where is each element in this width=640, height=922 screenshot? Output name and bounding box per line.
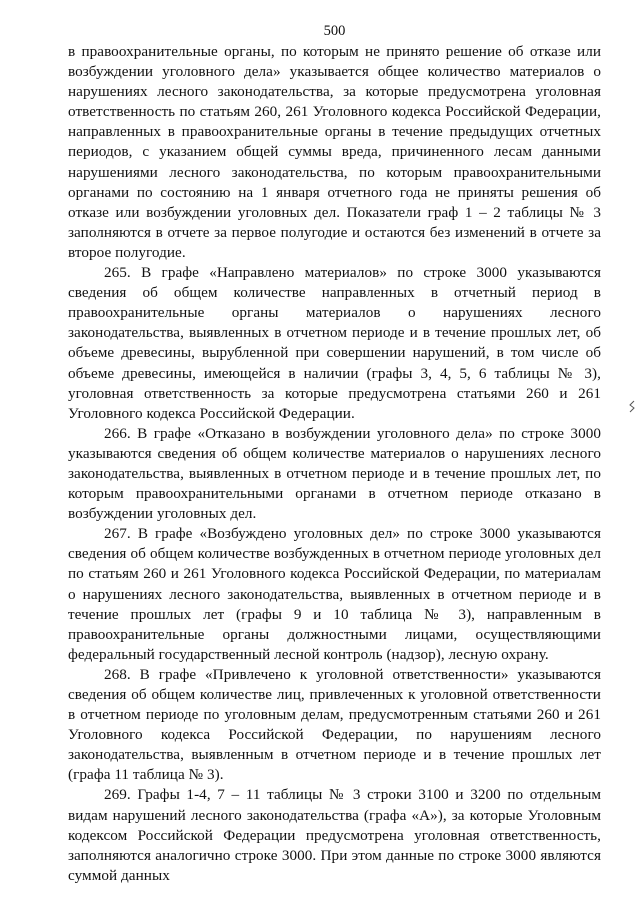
document-page — [68, 22, 601, 886]
margin-scan-mark — [628, 400, 636, 414]
page-number: 500 — [323, 23, 346, 39]
paragraph-267: 267. В графе «Возбуждено уголовных дел» по строке 3000 указываются сведения об общем количестве возбужденных в отчетном периоде уголовных дел по статьям 260 и 261 Уголовного кодекса Российской Федерации, по материалам о нарушениях лесного законодательства, выявленных в отчетном периоде и в течение прошлых лет (графы 9 и 10 таблица № 3), направленным в правоохранительные органы должностными лицами, осуществляющими федеральный государственный лесной контроль (надзор), лесную охрану. — [68, 525, 601, 663]
paragraph-268: 268. В графе «Привлечено к уголовной ответственности» указываются сведения об общем количестве лиц, привлеченных к уголовной ответственности в отчетном периоде по уголовным делам, предусмотренным статьями 260 и 261 Уголовного кодекса Российской Федерации, по нарушениям лесного законодательства, выявленным в отчетном периоде и в течение прошлых лет (графа 11 таблица № 3). — [68, 665, 601, 784]
paragraph-continuation: в правоохранительные органы, по которым не принято решение об отказе или возбуждении уголовного дела» указывается общее количество материалов о нарушениях лесного законодательства, за которые предусмотрена уголовная ответственность по статьям 260, 261 Уголовного кодекса Российской Федерации, направленных в правоохранительные органы в течение предыдущих отчетных периодов, с указанием общей суммы вреда, причиненного лесам данными нарушениями лесного законодательства, по которым правоохранительными органами по состоянию на 1 января отчетного года не приняты решения об отказе или возбуждении уголовных дел. Показатели граф 1 – 2 таблицы № 3 заполняются в отчете за первое полугодие и остаются без изменений в отчете за второе полугодие. — [68, 43, 601, 261]
paragraph-269: 269. Графы 1-4, 7 – 11 таблицы № 3 строки 3100 и 3200 по отдельным видам нарушений лесного законодательства (графа «А»), за которые Уголовным кодексом Российской Федерации предусмотрена уголовная ответственность, заполняются аналогично строке 3000. При этом данные по строке 3000 являются суммой данных — [68, 786, 601, 884]
paragraph-265: 265. В графе «Направлено материалов» по строке 3000 указываются сведения об общем количестве направленных в отчетный период в правоохранительные органы материалов о нарушениях лесного законодательства, выявленных в отчетном периоде и в течение прошлых лет, об объеме древесины, вырубленной при совершении нарушений, в том числе об объеме древесины, имеющейся в наличии (графы 3, 4, 5, 6 таблицы № 3), уголовная ответственность за которые предусмотрена статьями 260 и 261 Уголовного кодекса Российской Федерации. — [68, 264, 601, 422]
paragraph-266: 266. В графе «Отказано в возбуждении уголовного дела» по строке 3000 указываются сведения об общем количестве материалов о нарушениях лесного законодательства, выявленных в отчетном периоде и в течение прошлых лет, по которым правоохранительными органами в отчетном периоде отказано в возбуждении уголовных дел. — [68, 424, 601, 523]
scan-artifact-icon — [628, 400, 636, 414]
